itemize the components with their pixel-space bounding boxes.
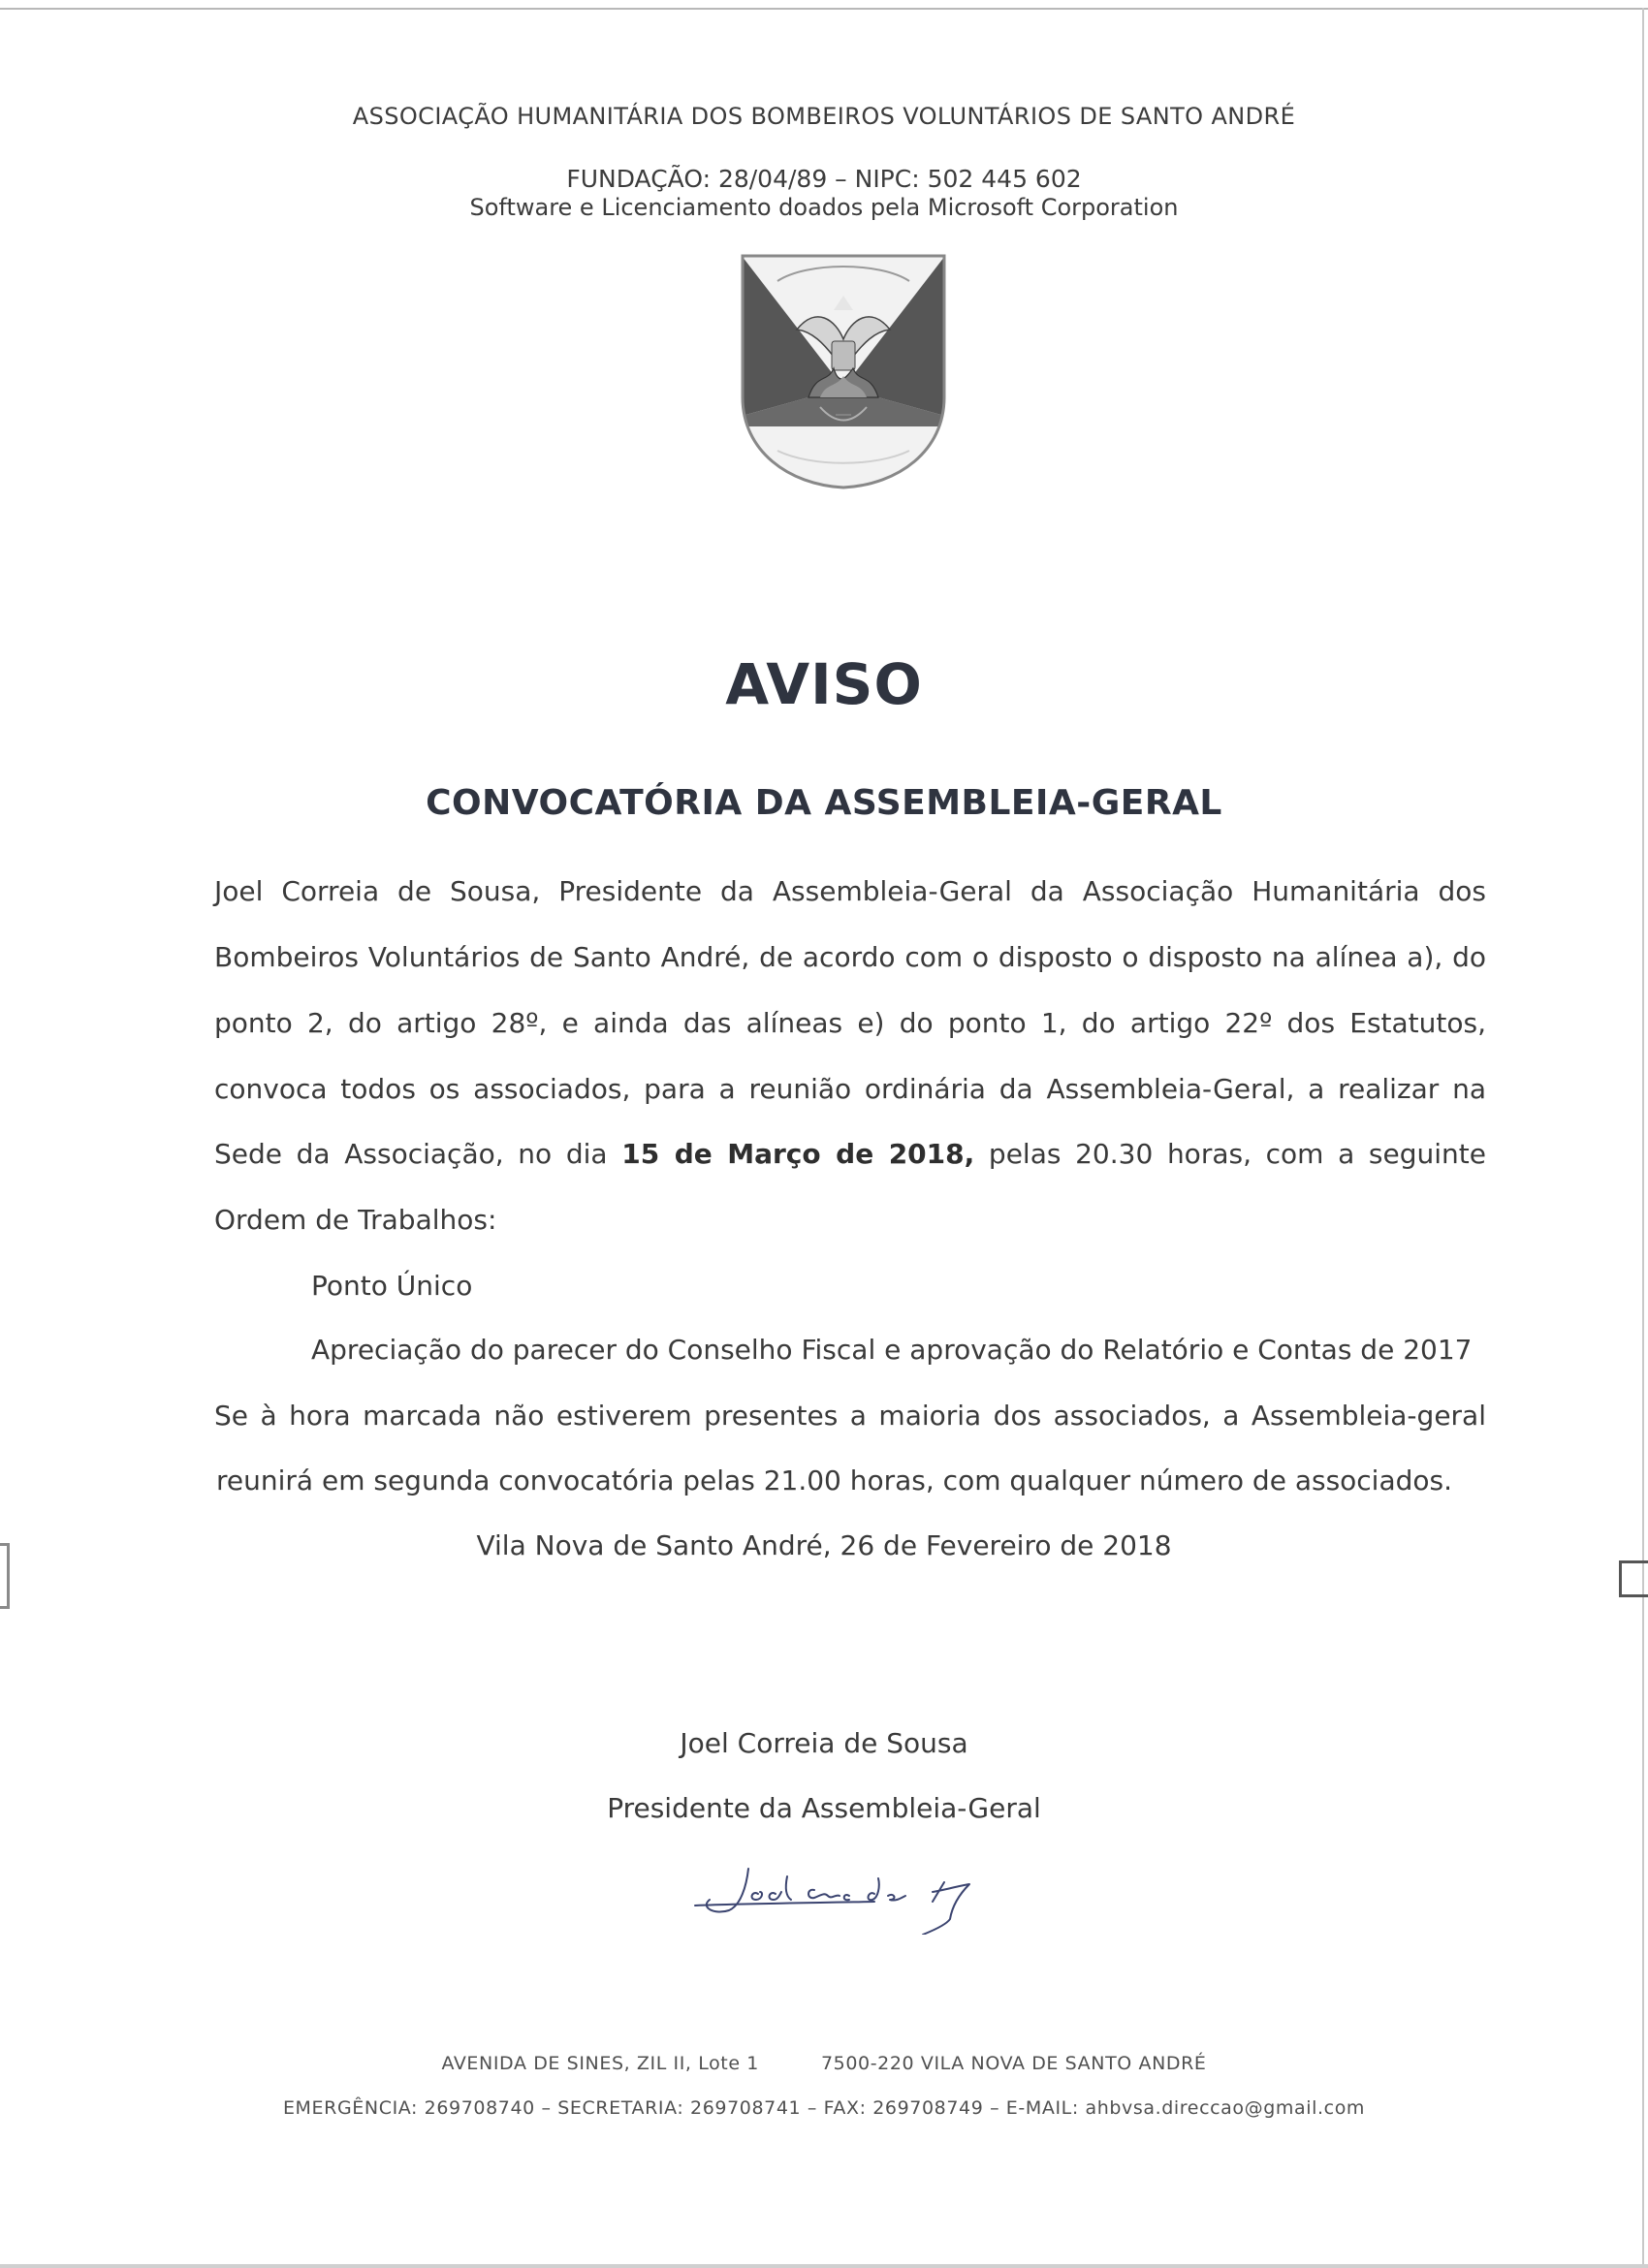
body-line-5 [214, 1138, 1486, 1170]
footer-postal: 7500-220 VILA NOVA DE SANTO ANDRÉ [820, 2053, 1207, 2074]
footer-contacts: EMERGÊNCIA: 269708740 – SECRETARIA: 269708741 – FAX: 269708749 – E-MAIL: ahbvsa.direccao@gmail.com [282, 2097, 1366, 2119]
organization-name: ASSOCIAÇÃO HUMANITÁRIA DOS BOMBEIROS VOLUNTÁRIOS DE SANTO ANDRÉ [352, 103, 1296, 130]
scan-edge-bottom [0, 2264, 1648, 2268]
agenda-heading: Ordem de Trabalhos: [214, 1204, 497, 1236]
body-line-10: reunirá em segunda convocatória pelas 21.00 horas, com qualquer número de associados. [216, 1465, 1453, 1496]
place-and-date: Vila Nova de Santo André, 26 de Fevereiro de 2018 [476, 1529, 1172, 1561]
signer-name: Joel Correia de Sousa [680, 1727, 968, 1759]
signer-role: Presidente da Assembleia-Geral [607, 1792, 1041, 1824]
agenda-item-title: Ponto Único [311, 1270, 473, 1302]
notice-title: AVISO [725, 651, 923, 717]
scan-edge-right [1642, 8, 1644, 2268]
body-line-5-end: pelas 20.30 horas, com a seguinte [974, 1138, 1486, 1170]
notice-subtitle: CONVOCATÓRIA DA ASSEMBLEIA-GERAL [426, 783, 1222, 823]
body-line-1: Joel Correia de Sousa, Presidente da Assembleia-Geral da Associação Humanitária dos [214, 875, 1486, 907]
handwritten-signature [690, 1857, 1010, 1935]
body-line-3: ponto 2, do artigo 28º, e ainda das alíneas e) do ponto 1, do artigo 22º dos Estatutos, [214, 1007, 1486, 1039]
software-notice: Software e Licenciamento doados pela Microsoft Corporation [469, 194, 1179, 221]
footer-address-line [0, 2053, 1648, 2074]
body-line-2: Bombeiros Voluntários de Santo André, de acordo com o disposto o disposto na alínea a), do [214, 941, 1486, 973]
agenda-item-description: Apreciação do parecer do Conselho Fiscal e aprovação do Relatório e Contas de 2017 [311, 1334, 1473, 1366]
scan-edge-top [0, 8, 1648, 10]
fire-brigade-emblem [739, 252, 948, 490]
body-line-5-start: Sede da Associação, no dia [214, 1138, 622, 1170]
binder-clip-mark-right [1619, 1560, 1648, 1597]
body-line-4: convoca todos os associados, para a reunião ordinária da Assembleia-Geral, a realizar na [214, 1073, 1486, 1105]
foundation-line: FUNDAÇÃO: 28/04/89 – NIPC: 502 445 602 [566, 165, 1082, 193]
meeting-date: 15 de Março de 2018, [621, 1138, 975, 1170]
footer-address: AVENIDA DE SINES, ZIL II, Lote 1 [441, 2053, 759, 2074]
body-line-9: Se à hora marcada não estiverem presentes a maioria dos associados, a Assembleia-geral [214, 1400, 1486, 1432]
